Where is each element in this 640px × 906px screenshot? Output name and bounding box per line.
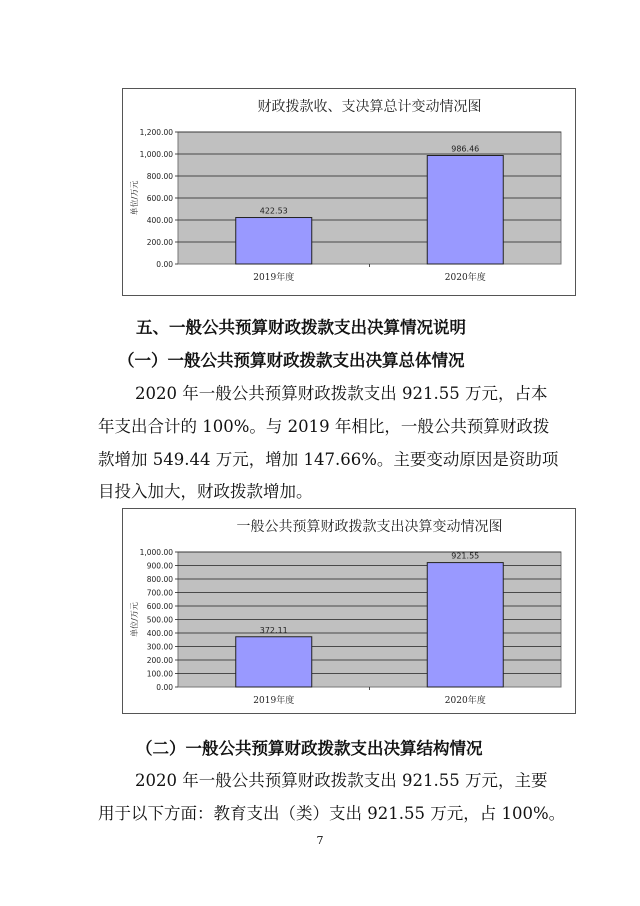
- y-tick-label: 600.00: [146, 194, 173, 203]
- chart-title: 财政拨款收、支决算总计变动情况图: [257, 99, 482, 115]
- y-tick-label: 800.00: [146, 172, 173, 181]
- chart1-svg: [123, 89, 575, 295]
- y-tick-label: 400.00: [146, 216, 173, 225]
- para1-line3: 款增加 549.44 万元，增加 147.66%。主要变动原因是资助项: [98, 450, 559, 469]
- bar-value-label: 372.11: [259, 625, 288, 635]
- y-tick-label: 0.00: [156, 260, 173, 269]
- y-tick-label: 1,000.00: [139, 150, 173, 159]
- y-axis-label: 单位/万元: [130, 602, 139, 637]
- y-axis-label: 单位/万元: [130, 180, 139, 216]
- y-tick-label: 400.00: [146, 629, 173, 638]
- bar-value-label: 422.53: [259, 206, 288, 216]
- bar: [427, 155, 503, 264]
- y-tick-label: 1,000.00: [139, 548, 173, 557]
- bar-value-label: 986.46: [451, 144, 480, 154]
- y-tick-label: 200.00: [146, 238, 173, 247]
- y-tick-label: 0.00: [156, 683, 173, 692]
- y-tick-label: 900.00: [146, 561, 173, 571]
- x-tick-label: 2020年度: [444, 696, 486, 706]
- chart2-svg: [123, 509, 575, 713]
- y-tick-label: 700.00: [146, 588, 173, 598]
- para1-line1: 2020 年一般公共预算财政拨款支出 921.55 万元，占本: [135, 384, 548, 403]
- y-tick-label: 800.00: [146, 575, 173, 584]
- y-tick-label: 300.00: [146, 642, 173, 652]
- bar-value-label: 921.55: [451, 551, 480, 561]
- chart-title: 一般公共预算财政拨款支出决算变动情况图: [236, 519, 503, 535]
- y-tick-label: 1,200.00: [139, 128, 173, 137]
- para1-line4: 目投入加大，财政拨款增加。: [98, 482, 313, 501]
- y-tick-label: 100.00: [146, 669, 173, 679]
- para2-line2: 用于以下方面：教育支出（类）支出 921.55 万元，占 100%。: [98, 804, 566, 823]
- sub1-heading: （一）一般公共预算财政拨款支出决算总体情况: [118, 351, 465, 370]
- sub2-heading: （二）一般公共预算财政拨款支出决算结构情况: [136, 739, 483, 758]
- para1-line2: 年支出合计的 100%。与 2019 年相比，一般公共预算财政拨: [98, 417, 550, 436]
- x-tick-label: 2019年度: [253, 696, 295, 706]
- section5-heading: 五、一般公共预算财政拨款支出决算情况说明: [136, 318, 466, 337]
- para2-line1: 2020 年一般公共预算财政拨款支出 921.55 万元，主要: [135, 771, 548, 790]
- x-tick-label: 2019年度: [253, 273, 295, 283]
- y-tick-label: 500.00: [146, 615, 173, 625]
- y-tick-label: 600.00: [146, 602, 173, 611]
- x-tick-label: 2020年度: [444, 273, 486, 283]
- page-number: 7: [316, 834, 324, 847]
- bar: [236, 218, 312, 264]
- chart-total-revenue-expenditure: [122, 88, 576, 296]
- y-tick-label: 200.00: [146, 656, 173, 665]
- bar: [427, 563, 503, 687]
- bar: [236, 637, 312, 687]
- chart-general-budget-expenditure: [122, 508, 576, 714]
